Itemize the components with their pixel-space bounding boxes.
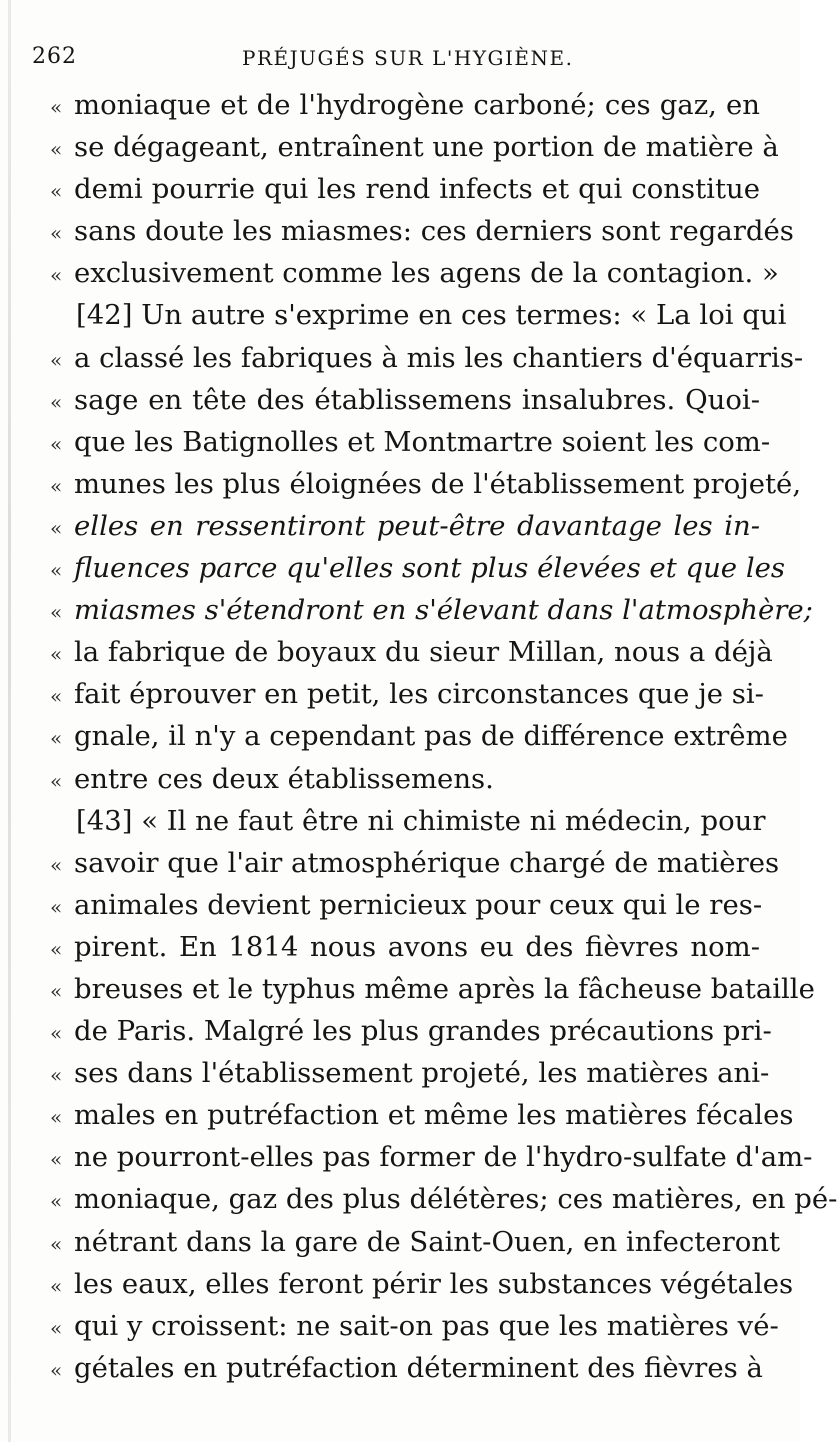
quote-mark: «: [50, 600, 63, 625]
quote-mark: «: [50, 1063, 63, 1088]
text-line: [50, 1052, 770, 1094]
line-text: breuses et le typhus même après la fâcheuse bataille: [74, 972, 815, 1005]
line-text: fait éprouver en petit, les circonstances que je si-: [74, 678, 764, 711]
quote-mark: «: [50, 768, 63, 793]
quote-mark: «: [50, 1273, 63, 1298]
text-line: [50, 210, 794, 252]
line-text: les eaux, elles feront périr les substances végétales: [74, 1267, 794, 1300]
text-line: [50, 758, 760, 800]
line-text: se dégageant, entraînent une portion de matière à: [74, 131, 779, 164]
line-text: miasmes s'étendront en s'élevant dans l'atmosphère;: [74, 594, 813, 627]
quote-mark: «: [50, 389, 63, 414]
quote-mark: «: [50, 1021, 63, 1046]
text-line: [50, 968, 815, 1010]
quote-mark: «: [50, 431, 63, 456]
quote-mark: «: [50, 642, 63, 667]
text-line: [50, 1178, 837, 1220]
line-text: savoir que l'air atmosphérique chargé de matières: [74, 846, 780, 879]
quote-mark: «: [50, 137, 63, 162]
line-text: moniaque et de l'hydrogène carboné; ces gaz, en: [74, 89, 760, 121]
line-text: gnale, il n'y a cependant pas de différence extrême: [74, 720, 788, 753]
text-line: [50, 84, 760, 126]
text-line: [50, 379, 760, 421]
text-line: [50, 589, 813, 631]
line-text: munes les plus éloignées de l'établissement projeté,: [74, 467, 802, 500]
quote-mark: «: [50, 95, 63, 119]
text-line: [50, 463, 802, 505]
line-text: sans doute les miasmes: ces derniers sont regardés: [74, 215, 794, 248]
line-text: animales devient pernicieux pour ceux qui le res-: [74, 888, 763, 921]
page-header: [32, 44, 752, 80]
text-line: [50, 1263, 794, 1305]
page-number: 262: [32, 44, 77, 69]
text-line: [50, 337, 804, 379]
line-text: a classé les fabriques à mis les chantiers d'équarris-: [74, 341, 804, 374]
text-line: [50, 421, 771, 463]
quote-mark: «: [50, 726, 63, 751]
text-line: [50, 884, 763, 926]
quote-mark: «: [50, 978, 63, 1003]
text-line: [50, 1347, 763, 1389]
quote-mark: «: [50, 473, 63, 498]
paragraph-start-line: [50, 800, 766, 842]
quote-mark: «: [50, 684, 63, 709]
line-text: [42] Un autre s'exprime en ces termes: « La loi qui: [76, 299, 787, 332]
paragraph-start-line: [50, 294, 787, 336]
text-line: [50, 842, 780, 884]
quote-mark: «: [50, 1147, 63, 1172]
quote-mark: «: [50, 936, 63, 961]
text-line: [50, 1305, 779, 1347]
quote-mark: «: [50, 1315, 63, 1340]
text-line: [50, 1221, 781, 1263]
quote-mark: «: [50, 894, 63, 919]
quote-mark: «: [50, 1231, 63, 1256]
line-text: que les Batignolles et Montmartre soient les com-: [74, 425, 771, 458]
text-line: [50, 926, 760, 968]
text-line: [50, 505, 760, 547]
quote-mark: «: [50, 179, 63, 204]
line-text: entre ces deux établissemens.: [74, 762, 494, 795]
line-text: sage en tête des établissemens insalubres. Quoi-: [74, 383, 760, 416]
running-head: PRÉJUGÉS SUR L'HYGIÈNE.: [242, 46, 574, 70]
quote-mark: «: [50, 558, 63, 583]
line-text: ne pourront-elles pas former de l'hydro-sulfate d'am-: [74, 1141, 813, 1174]
quote-mark: «: [50, 1105, 63, 1130]
text-line: [50, 673, 764, 715]
line-text: [43] « Il ne faut être ni chimiste ni médecin, pour: [76, 804, 766, 837]
quote-mark: «: [50, 263, 63, 288]
text-line: [50, 1136, 813, 1178]
text-line: [50, 1094, 794, 1136]
quote-mark: «: [50, 347, 63, 372]
quote-mark: «: [50, 221, 63, 246]
line-text: exclusivement comme les agens de la contagion. »: [74, 257, 779, 290]
line-text: gétales en putréfaction déterminent des fièvres à: [74, 1351, 763, 1384]
quote-mark: «: [50, 1189, 63, 1214]
text-line: [50, 547, 785, 589]
line-text: fluences parce qu'elles sont plus élevées et que les: [74, 552, 785, 585]
text-line: [50, 126, 779, 168]
quote-mark: «: [50, 1357, 63, 1382]
text-line: [50, 168, 760, 210]
text-line: [50, 631, 773, 673]
line-text: ses dans l'établissement projeté, les matières ani-: [74, 1057, 770, 1090]
line-text: de Paris. Malgré les plus grandes précautions pri-: [74, 1015, 772, 1048]
line-text: qui y croissent: ne sait-on pas que les matières vé-: [74, 1309, 779, 1342]
text-line: [50, 252, 779, 294]
line-text: males en putréfaction et même les matières fécales: [74, 1099, 794, 1132]
quote-mark: «: [50, 515, 63, 540]
body-text: [50, 84, 837, 1389]
line-text: moniaque, gaz des plus délétères; ces matières, en pé-: [74, 1183, 837, 1216]
text-line: [50, 715, 788, 757]
line-text: elles en ressentiront peut-être davantage les in-: [74, 509, 760, 542]
page-edge-shadow: [8, 0, 11, 1442]
line-text: la fabrique de boyaux du sieur Millan, nous a déjà: [74, 636, 773, 669]
line-text: demi pourrie qui les rend infects et qui constitue: [74, 173, 760, 206]
text-line: [50, 1010, 772, 1052]
quote-mark: «: [50, 852, 63, 877]
line-text: pirent. En 1814 nous avons eu des fièvres nom-: [74, 930, 760, 963]
line-text: nétrant dans la gare de Saint-Ouen, en infecteront: [74, 1225, 781, 1258]
